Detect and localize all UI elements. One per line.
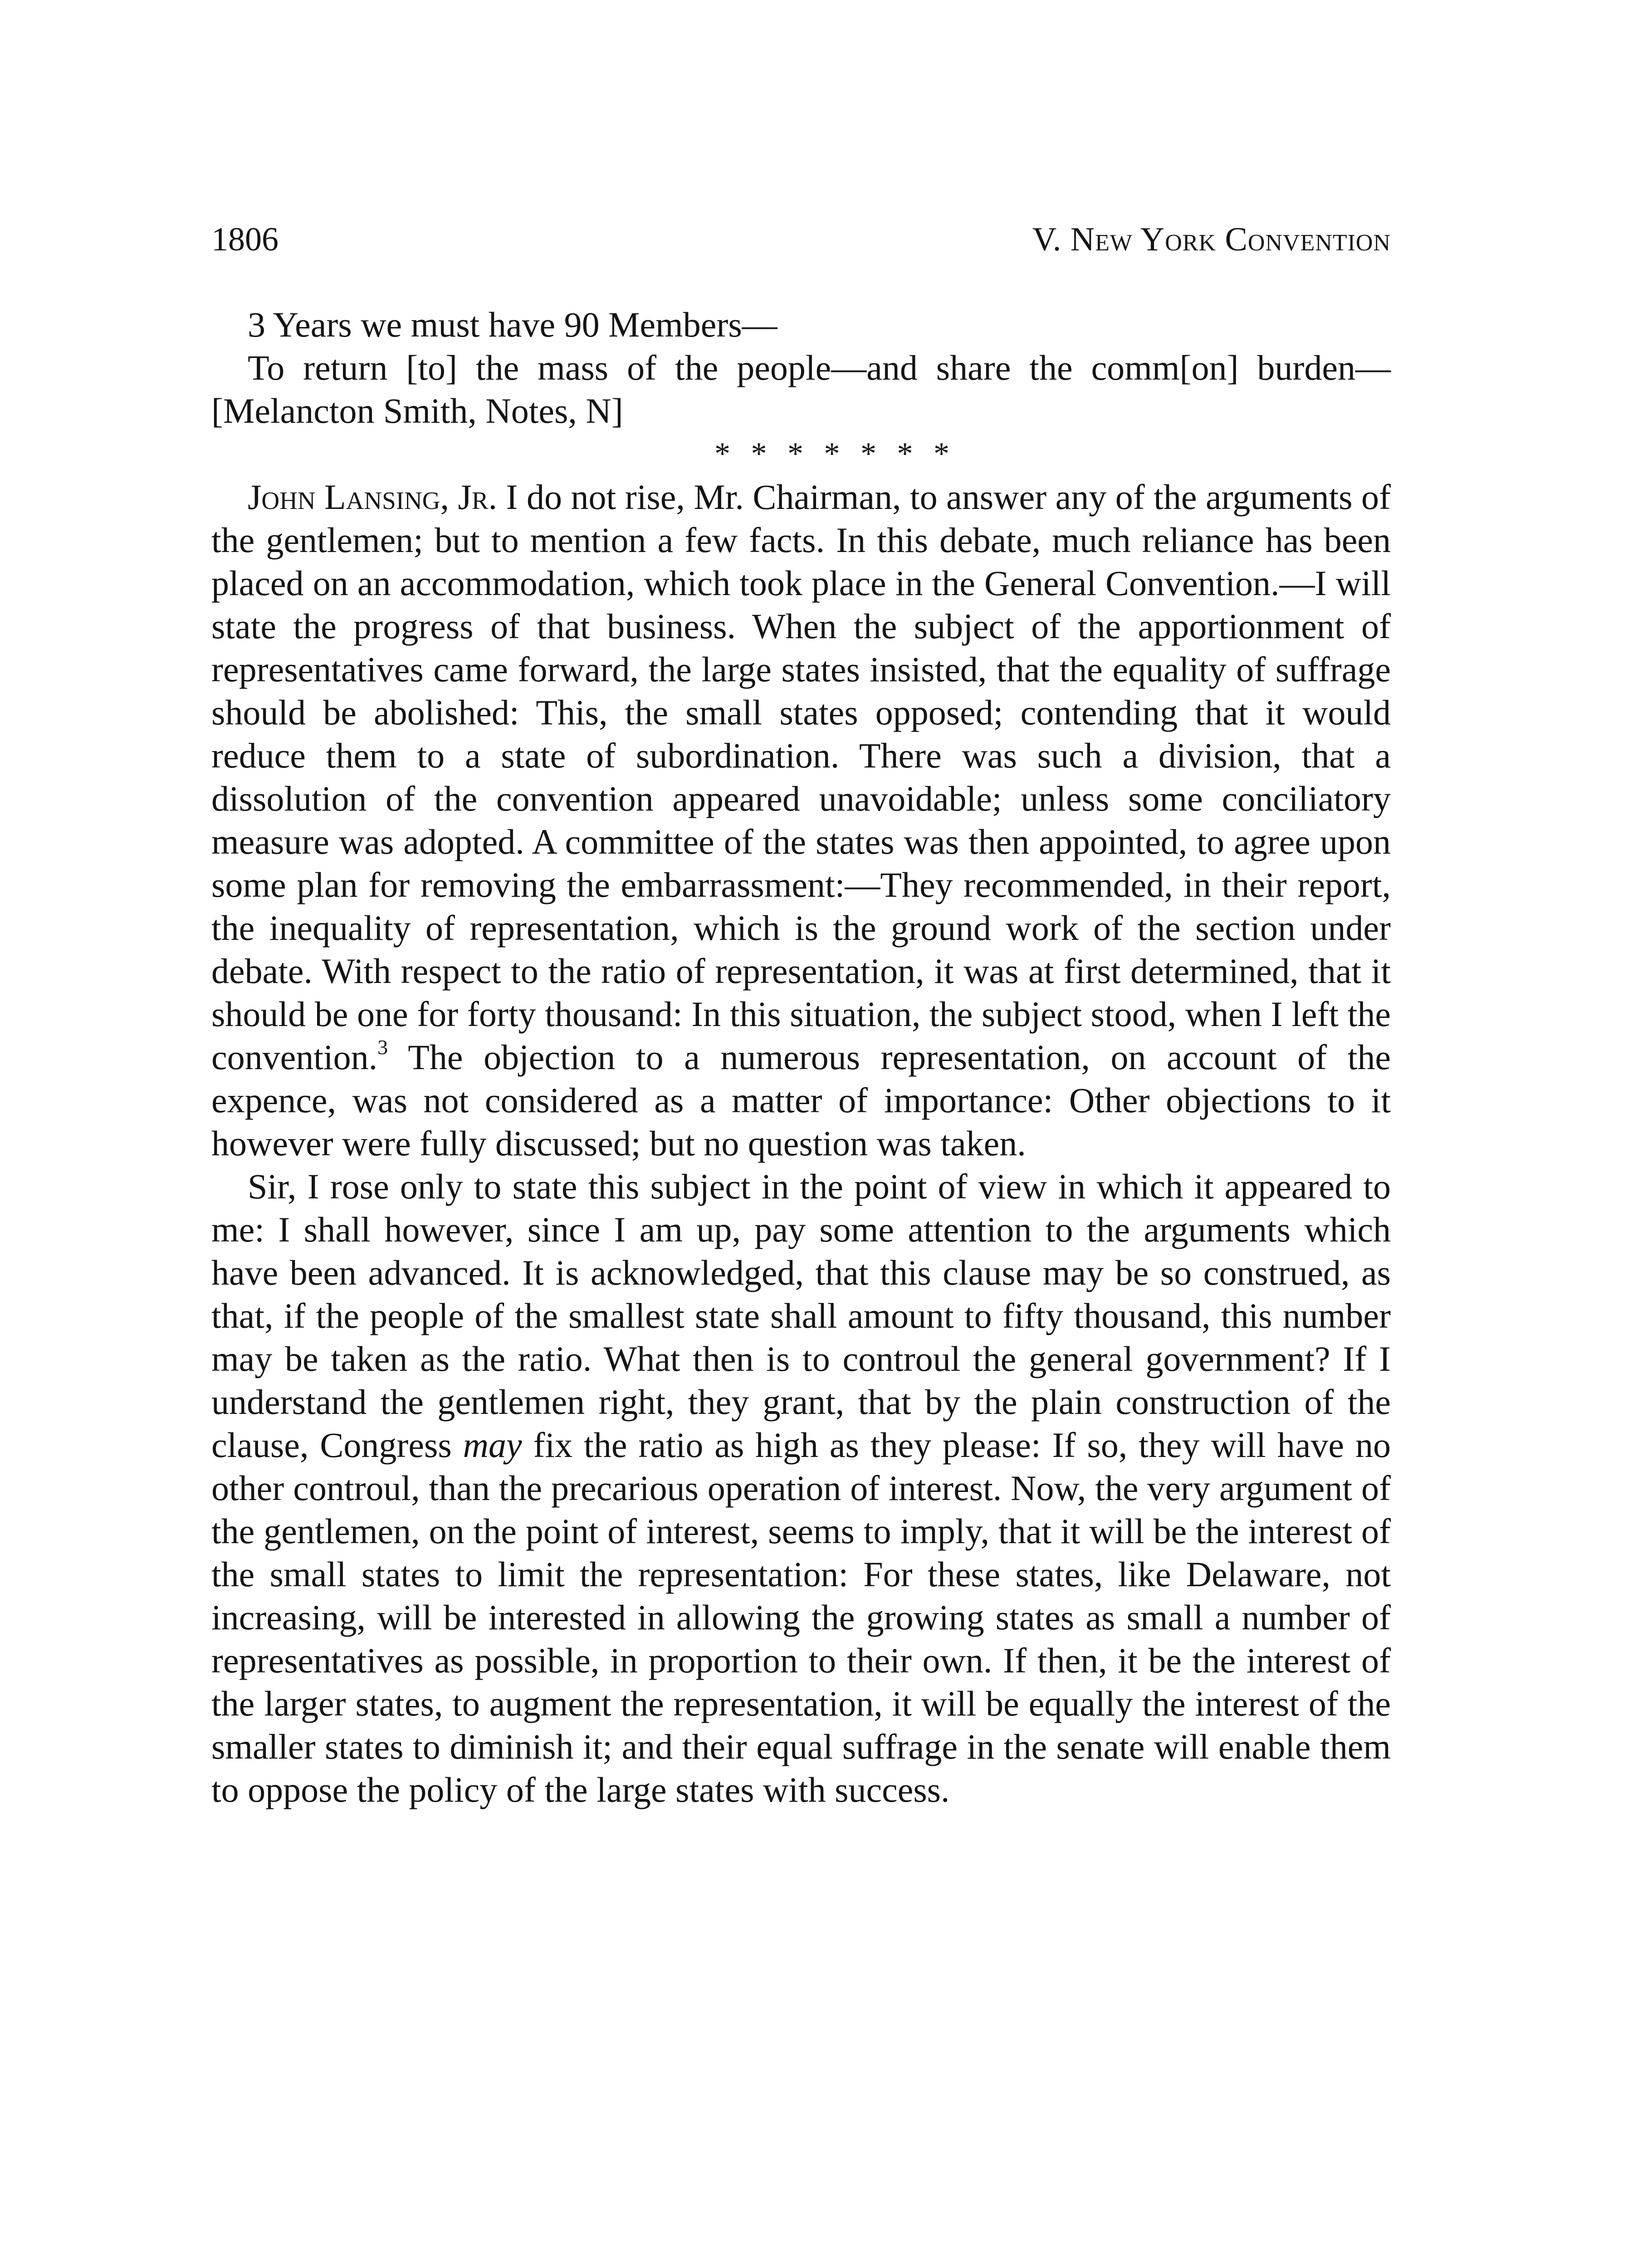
speech-paragraph-lansing bbox=[211, 475, 1391, 1165]
section-separator: * * * * * * * bbox=[714, 436, 956, 471]
speech-paragraph-continued bbox=[211, 1165, 1391, 1811]
running-title: V. New York Convention bbox=[1032, 221, 1391, 258]
footnote-reference: 3 bbox=[377, 1036, 388, 1059]
speech-text: I do not rise, Mr. Chairman, to answer any of the arguments of the gentlemen; but to mention a few facts. In this debate, much reliance has been placed on an accommodation, which took place in the General Convention.—I will state the progress of that business. When the subject of the apportionment of representatives came forward, the large states insisted, that the equality of suffrage should be abolished: This, the small states opposed; contending that it would reduce them to a state of subordination. There was such a division, that a dissolution of the convention appeared unavoidable; unless some conciliatory measure was adopted. A committee of the states was then appointed, to agree upon some plan for removing the embarrassment:—They recommended, in their report, the inequality of representation, which is the ground work of the section under debate. With respect to the ratio of representation, it was at first determined, that it should be one for forty thousand: In this situation, the subject stood, when I left the convention. bbox=[211, 477, 1391, 1077]
paragraph-text-continued: fix the ratio as high as they please: If so, they will have no other controul, than the precarious operation of interest. Now, the very argument of the gentlemen, on the point of interest, seems to imply, that it will be the interest of the small states to limit the representation: For these states, like Delaware, not increasing, will be interested in allowing the growing states as small a number of representatives as possible, in proportion to their own. If then, it be the interest of the larger states, to augment the representation, it will be equally the interest of the smaller states to diminish it; and their equal suffrage in the senate will enable them to oppose the policy of the large states with success. bbox=[211, 1425, 1391, 1809]
body-text bbox=[211, 303, 1391, 1811]
paragraph-text: Sir, I rose only to state this subject in the point of view in which it appeared to me: I shall however, since I am up, pay some attention to the arguments which have been advanced. It is acknowledged, that this clause may be so construed, as that, if the people of the smallest state shall amount to fifty thousand, this number may be taken as the ratio. What then is to controul the general government? If I understand the gentlemen right, they grant, that by the plain construction of the clause, Congress bbox=[211, 1167, 1391, 1465]
page-number: 1806 bbox=[211, 221, 279, 258]
speech-text-continued: The objection to a numerous representation, on account of the expence, was not considered as a matter of importance: Other objections to it however were fully discussed; but no question was taken. bbox=[211, 1037, 1391, 1163]
notes-line-1: 3 Years we must have 90 Members— bbox=[248, 305, 777, 344]
emphasized-word: may bbox=[463, 1425, 522, 1465]
running-head bbox=[211, 217, 1391, 262]
notes-line-2: To return [to] the mass of the people—and share the comm[on] burden— [Melancton Smith, Notes, N] bbox=[211, 348, 1391, 430]
speaker-name: John Lansing, Jr. bbox=[248, 477, 498, 517]
